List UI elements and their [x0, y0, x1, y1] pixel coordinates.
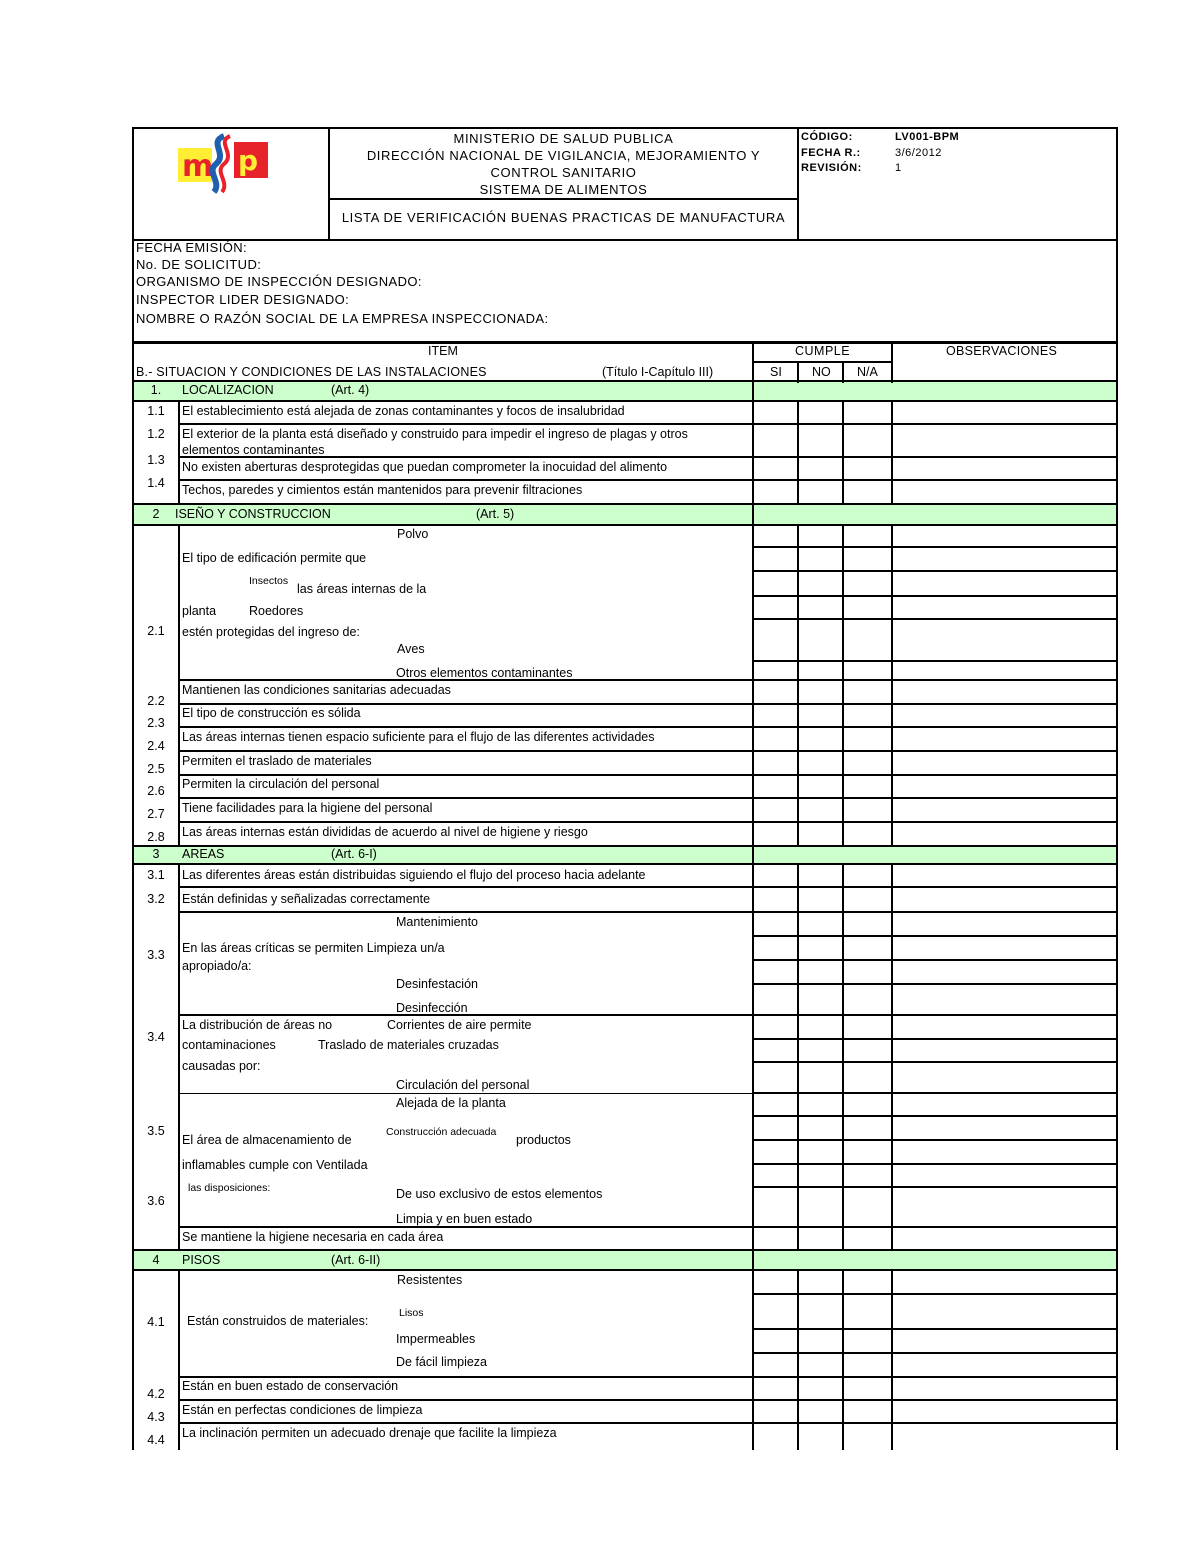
item-text: inflamables cumple con Ventilada	[182, 1158, 368, 1172]
revision-label: REVISIÓN:	[801, 162, 862, 174]
col-cumple-header: CUMPLE	[795, 344, 851, 358]
svg-text:m: m	[182, 149, 214, 184]
col-divider	[842, 864, 844, 1250]
option-text: Otros elementos contaminantes	[396, 666, 573, 680]
item-text: La inclinación permiten un adecuado drenaje que facilite la limpieza	[182, 1426, 557, 1440]
num-divider	[178, 401, 180, 505]
row-line	[752, 1163, 1116, 1165]
item-number: 2.4	[147, 739, 165, 753]
item-text: causadas por:	[182, 1059, 261, 1073]
item-text: contaminaciones	[182, 1038, 276, 1052]
date-label: FECHA R.:	[801, 147, 861, 159]
row-line	[752, 1139, 1116, 1141]
row-line	[178, 886, 1116, 888]
row-line	[752, 1186, 1116, 1188]
option-text: Circulación del personal	[396, 1078, 530, 1092]
item-number: 2.3	[147, 716, 165, 730]
item-text: En las áreas críticas se permiten Limpieza un/a	[182, 941, 445, 955]
section-title: LOCALIZACION	[182, 383, 274, 397]
option-text: Polvo	[397, 527, 429, 541]
option-text: Impermeables	[396, 1332, 476, 1346]
row-line	[132, 1269, 1118, 1271]
revision-value: 1	[895, 162, 902, 174]
item-number: 4.2	[147, 1387, 165, 1401]
col-item-header: ITEM	[428, 344, 458, 358]
ministry-line-4: SISTEMA DE ALIMENTOS	[479, 182, 648, 197]
col-divider	[797, 864, 799, 1250]
item-number: 3.6	[147, 1194, 165, 1208]
row-line	[752, 660, 1116, 662]
organismo-label: ORGANISMO DE INSPECCIÓN DESIGNADO:	[136, 274, 422, 289]
row-line	[178, 679, 1116, 681]
row-line	[178, 479, 1116, 481]
info-frame	[132, 239, 1118, 343]
row-line	[752, 1092, 1116, 1094]
item-text: Están construidos de materiales:	[187, 1314, 369, 1328]
item-text: productos	[516, 1133, 571, 1147]
option-text: De uso exclusivo de estos elementos	[396, 1187, 603, 1201]
item-number: 3.5	[147, 1124, 165, 1138]
item-text: Permiten la circulación del personal	[182, 777, 380, 791]
row-line	[132, 400, 1118, 402]
row-line	[178, 911, 1116, 913]
row-line	[752, 1352, 1116, 1354]
section-b-ref: (Título I-Capítulo III)	[602, 365, 714, 379]
ministry-line-1: MINISTERIO DE SALUD PUBLICA	[453, 131, 674, 146]
code-label: CÓDIGO:	[801, 131, 853, 143]
item-text: Están en perfectas condiciones de limpieza	[182, 1403, 423, 1417]
option-text: Desinfestación	[396, 977, 478, 991]
divider	[797, 127, 799, 239]
row-line	[178, 797, 1116, 799]
item-number: 1.2	[147, 427, 165, 441]
item-text: Mantienen las condiciones sanitarias adecuadas	[182, 683, 451, 697]
item-text: El tipo de construcción es sólida	[182, 706, 361, 720]
num-divider	[178, 864, 180, 1250]
item-text: Se mantiene la higiene necesaria en cada área	[182, 1230, 444, 1244]
col-divider	[842, 401, 844, 505]
col-divider	[891, 401, 893, 505]
section-b-title: B.- SITUACION Y CONDICIONES DE LAS INSTALACIONES	[136, 365, 487, 379]
row-line	[178, 1422, 1116, 1424]
col-divider	[797, 401, 799, 505]
section-title: PISOS	[182, 1253, 221, 1267]
solicitud-label: No. DE SOLICITUD:	[136, 257, 262, 272]
inspector-label: INSPECTOR LIDER DESIGNADO:	[136, 292, 350, 307]
row-line	[178, 1399, 1116, 1401]
item-number: 1.3	[147, 453, 165, 467]
section-bar	[133, 1250, 1117, 1270]
option-text: Aves	[397, 642, 425, 656]
col-na-header: N/A	[857, 365, 878, 379]
item-number: 4.3	[147, 1410, 165, 1424]
empresa-label: NOMBRE O RAZÓN SOCIAL DE LA EMPRESA INSPECCIONADA:	[136, 311, 549, 326]
row-line	[132, 503, 1118, 505]
row-line	[178, 1376, 1116, 1378]
item-text: El exterior de la planta está diseñado y construido para impedir el ingreso de plagas y otros	[182, 427, 688, 441]
option-text: Limpia y en buen estado	[396, 1212, 533, 1226]
section-title: ISEÑO Y CONSTRUCCION	[175, 507, 331, 521]
item-text: Las diferentes áreas están distribuidas siguiendo el flujo del proceso hacia adelante	[182, 868, 646, 882]
row-line	[752, 1115, 1116, 1117]
row-line	[132, 863, 1118, 865]
section-number: 2	[152, 507, 160, 521]
item-number: 3.3	[147, 948, 165, 962]
row-line	[752, 983, 1116, 985]
row-line	[132, 845, 1118, 847]
item-text: las disposiciones:	[188, 1182, 271, 1194]
row-line	[752, 546, 1116, 548]
row-line	[752, 1038, 1116, 1040]
option-text: Insectos	[249, 575, 289, 587]
item-text: Están en buen estado de conservación	[182, 1379, 399, 1393]
item-number: 4.1	[147, 1315, 165, 1329]
item-number: 2.2	[147, 694, 165, 708]
col-si-header: SI	[770, 365, 782, 379]
section-ref: (Art. 5)	[476, 507, 515, 521]
item-text: El tipo de edificación permite que	[182, 551, 367, 565]
item-text: La distribución de áreas no	[182, 1018, 333, 1032]
row-line	[752, 1293, 1116, 1295]
section-ref: (Art. 6-II)	[331, 1253, 381, 1267]
row-line	[752, 570, 1116, 572]
item-text: elementos contaminantes	[182, 443, 325, 457]
divider	[328, 127, 330, 239]
item-number: 2.5	[147, 762, 165, 776]
item-number: 4.4	[147, 1433, 165, 1447]
item-text: El establecimiento está alejada de zonas contaminantes y focos de insalubridad	[182, 404, 625, 418]
section-bar	[133, 381, 1117, 401]
item-text: Tiene facilidades para la higiene del personal	[182, 801, 433, 815]
col-no-header: NO	[812, 365, 831, 379]
section-title: AREAS	[182, 847, 225, 861]
code-value: LV001-BPM	[895, 131, 960, 143]
row-line	[178, 726, 1116, 728]
item-text: No existen aberturas desprotegidas que puedan comprometer la inocuidad del alimento	[182, 460, 668, 474]
item-text: Están definidas y señalizadas correctamente	[182, 892, 431, 906]
row-line	[178, 423, 1116, 425]
item-text: estén protegidas del ingreso de:	[182, 625, 360, 639]
item-text: planta	[182, 604, 217, 618]
row-line	[752, 1061, 1116, 1063]
item-text: Las áreas internas tienen espacio suficiente para el flujo de las diferentes actividades	[182, 730, 655, 744]
option-text: Mantenimiento	[396, 915, 478, 929]
section-ref: (Art. 6-I)	[331, 847, 377, 861]
ministry-line-2: DIRECCIÓN NACIONAL DE VIGILANCIA, MEJORAMIENTO Y	[366, 148, 761, 163]
row-line	[752, 361, 892, 363]
item-text: Techos, paredes y cimientos están mantenidos para prevenir filtraciones	[182, 483, 583, 497]
section-number: 3	[152, 847, 160, 861]
item-number: 2.8	[147, 830, 165, 844]
option-text: Corrientes de aire permite	[387, 1018, 532, 1032]
row-line	[132, 380, 1118, 382]
row-line	[132, 524, 1118, 526]
svg-text:p: p	[238, 144, 259, 177]
item-text: Permiten el traslado de materiales	[182, 754, 372, 768]
section-number: 4	[152, 1253, 160, 1267]
row-line	[178, 774, 1116, 776]
divider	[330, 198, 797, 200]
item-number: 2.7	[147, 807, 165, 821]
item-text: El área de almacenamiento de	[182, 1133, 352, 1147]
item-number: 2.6	[147, 784, 165, 798]
col-divider	[891, 864, 893, 1250]
table-right	[1116, 342, 1118, 1450]
row-line	[752, 935, 1116, 937]
msp-logo	[172, 132, 276, 194]
row-line	[752, 959, 1116, 961]
date-value: 3/6/2012	[895, 147, 942, 159]
row-line	[178, 1093, 752, 1094]
option-text: Traslado de materiales cruzadas	[318, 1038, 499, 1052]
option-text: Lisos	[399, 1307, 424, 1319]
fecha-emision-label: FECHA EMISIÓN:	[136, 240, 248, 255]
option-text: Roedores	[249, 604, 304, 618]
row-line	[178, 1226, 1116, 1228]
row-line	[752, 1328, 1116, 1330]
col-obs-header: OBSERVACIONES	[946, 344, 1058, 358]
item-number: 1.4	[147, 476, 165, 490]
section-number: 1.	[150, 383, 162, 397]
row-line	[178, 703, 1116, 705]
row-line	[178, 750, 1116, 752]
item-number: 1.1	[147, 404, 165, 418]
item-number: 3.2	[147, 892, 165, 906]
option-text: Desinfección	[396, 1001, 468, 1015]
item-text: apropiado/a:	[182, 959, 252, 973]
col-divider	[752, 342, 754, 1450]
option-text: Alejada de la planta	[396, 1096, 506, 1110]
row-line	[178, 1014, 1116, 1016]
section-bar	[133, 846, 1117, 864]
option-text: Resistentes	[397, 1273, 463, 1287]
checklist-title: LISTA DE VERIFICACIÓN BUENAS PRACTICAS DE MANUFACTURA	[341, 210, 786, 225]
row-line	[752, 618, 1116, 620]
item-text: Las áreas internas están divididas de acuerdo al nivel de higiene y riesgo	[182, 825, 588, 839]
item-number: 3.1	[147, 868, 165, 882]
item-number: 2.1	[147, 624, 165, 638]
row-line	[178, 821, 1116, 823]
section-ref: (Art. 4)	[331, 383, 370, 397]
item-text: las áreas internas de la	[297, 582, 427, 596]
item-number: 3.4	[147, 1030, 165, 1044]
ministry-line-3: CONTROL SANITARIO	[490, 165, 637, 180]
option-text: De fácil limpieza	[396, 1355, 488, 1369]
row-line	[752, 595, 1116, 597]
option-text: Construcción adecuada	[386, 1126, 497, 1138]
row-line	[132, 1249, 1118, 1251]
